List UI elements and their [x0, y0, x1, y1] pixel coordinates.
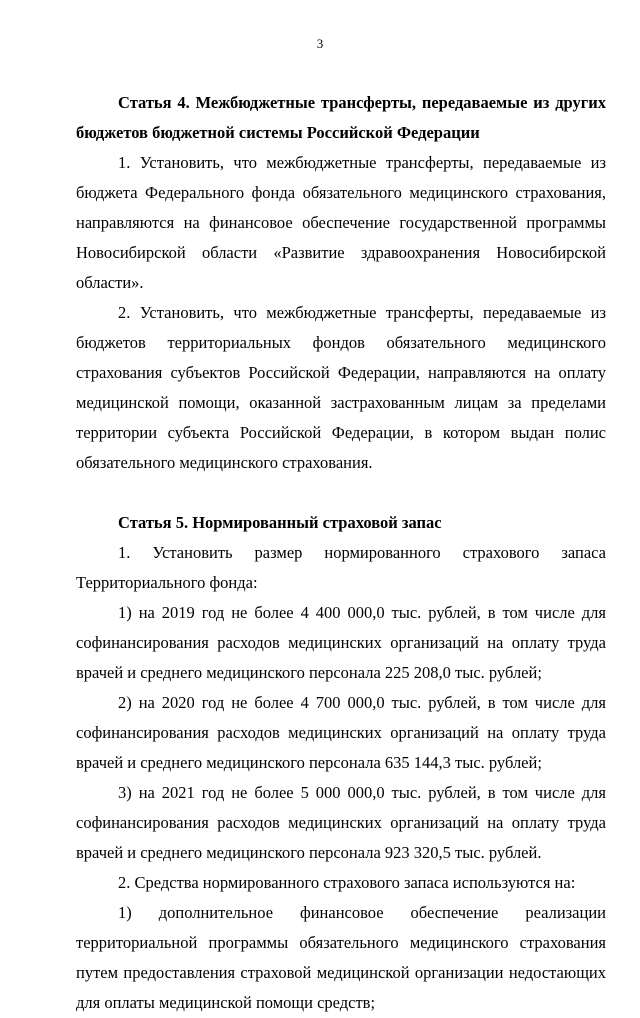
article-5-paragraph-1: 1. Установить размер нормированного страхового запаса Территориального фонда:: [76, 543, 606, 592]
article-5-item-2020: 2) на 2020 год не более 4 700 000,0 тыс. рублей, в том числе для софинансирования расходов медицинских организаций на оплату труда врачей и среднего медицинского персонала 635 144,3 тыс. рублей;: [76, 693, 606, 772]
section-spacer: [76, 478, 606, 508]
article-4-heading: Статья 4. Межбюджетные трансферты, передаваемые из других бюджетов бюджетной системы Российской Федерации: [76, 93, 606, 142]
article-5-item-2021: 3) на 2021 год не более 5 000 000,0 тыс. рублей, в том числе для софинансирования расходов медицинских организаций на оплату труда врачей и среднего медицинского персонала 923 320,5 тыс. рублей.: [76, 783, 606, 862]
document-body: [76, 88, 606, 1018]
article-5-heading: Статья 5. Нормированный страховой запас: [118, 513, 442, 532]
article-5-paragraph-2: 2. Средства нормированного страхового запаса используются на:: [118, 873, 576, 892]
page-number: 3: [316, 36, 324, 51]
article-4-paragraph-2: 2. Установить, что межбюджетные трансферты, передаваемые из бюджетов территориальных фондов обязательного медицинского страхования субъектов Российской Федерации, направляются на оплату медицинской помощи, оказанной застрахованным лицам за пределами территории субъекта Российской Федерации, в котором выдан полис обязательного медицинского страхования.: [76, 303, 606, 472]
article-4-paragraph-1: 1. Установить, что межбюджетные трансферты, передаваемые из бюджета Федерального фонда обязательного медицинского страхования, направляются на финансовое обеспечение государственной программы Новосибирской области «Развитие здравоохранения Новосибирской области».: [76, 153, 606, 292]
article-5-usage-item-1: 1) дополнительное финансовое обеспечение реализации территориальной программы обязательного медицинского страхования путем предоставления страховой медицинской организации недостающих для оплаты медицинской помощи средств;: [76, 903, 606, 1012]
article-5-item-2019: 1) на 2019 год не более 4 400 000,0 тыс. рублей, в том числе для софинансирования расходов медицинских организаций на оплату труда врачей и среднего медицинского персонала 225 208,0 тыс. рублей;: [76, 603, 606, 682]
